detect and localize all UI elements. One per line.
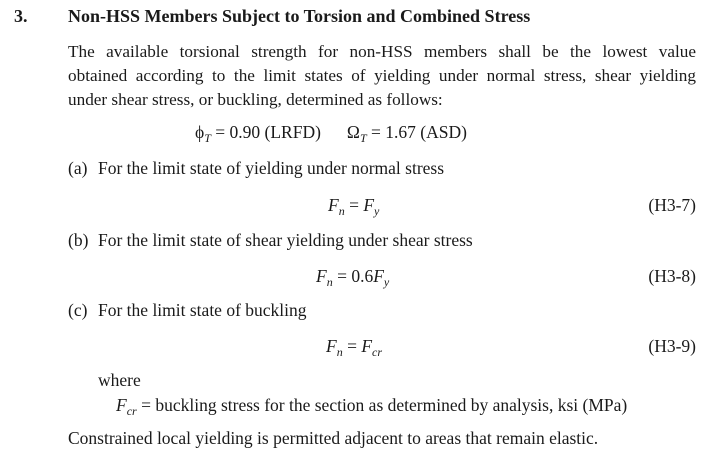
def-symbol-sub: cr — [126, 404, 137, 418]
eq-lhs-sub: n — [338, 204, 345, 218]
eq-lhs-sub: n — [336, 345, 343, 359]
omega-subscript: T — [359, 131, 367, 145]
item-label: (b) — [68, 230, 89, 250]
def-text: = buckling stress for the section as determined by analysis, ksi (MPa) — [136, 395, 628, 415]
where-label: where — [98, 370, 141, 390]
item-text: For the limit state of yielding under normal stress — [98, 158, 445, 178]
equation-number: (H3-7) — [648, 195, 696, 215]
intro-paragraph — [68, 40, 696, 112]
item-label: (c) — [68, 300, 88, 320]
intro-line-1: The available torsional strength for non-HSS members shall be the lowest value — [68, 42, 696, 61]
equation-number: (H3-8) — [648, 266, 696, 286]
eq-equals: = — [344, 195, 364, 215]
limit-state-item-a — [68, 158, 444, 179]
eq-lhs: F — [316, 266, 327, 286]
variable-definition — [116, 395, 627, 416]
item-text: For the limit state of shear yielding under shear stress — [98, 230, 473, 250]
eq-rhs-sub: cr — [372, 345, 383, 359]
closing-sentence: Constrained local yielding is permitted adjacent to areas that remain elastic. — [68, 428, 599, 448]
phi-subscript: T — [204, 131, 211, 145]
limit-state-item-b — [68, 230, 473, 251]
intro-line-3: under shear stress, or buckling, determined as follows: — [68, 90, 443, 109]
omega-value: = 1.67 (ASD) — [366, 122, 467, 142]
resistance-factors — [195, 122, 467, 143]
omega-symbol: Ω — [346, 122, 360, 142]
eq-equals: = — [332, 266, 352, 286]
def-symbol: F — [116, 395, 127, 415]
eq-lhs: F — [326, 336, 337, 356]
equation-h3-8 — [316, 266, 389, 287]
phi-symbol: ϕ — [195, 122, 205, 142]
eq-rhs: F — [361, 336, 373, 356]
item-label: (a) — [68, 158, 88, 178]
eq-rhs-sub: y — [374, 204, 380, 218]
eq-rhs-sub: y — [383, 275, 390, 289]
equation-h3-9 — [326, 336, 382, 357]
intro-line-2: obtained according to the limit states of yielding under normal stress, shear yielding — [68, 66, 696, 85]
eq-lhs-sub: n — [326, 275, 333, 289]
phi-value: = 0.90 (LRFD) — [210, 122, 321, 142]
eq-coef: 0.6 — [351, 266, 374, 286]
item-text: For the limit state of buckling — [98, 300, 307, 320]
eq-equals: = — [342, 336, 362, 356]
eq-rhs: F — [363, 195, 375, 215]
equation-h3-7 — [328, 195, 379, 216]
section-title: Non-HSS Members Subject to Torsion and Combined Stress — [68, 6, 531, 26]
eq-lhs: F — [328, 195, 339, 215]
equation-number: (H3-9) — [648, 336, 696, 356]
eq-rhs: F — [373, 266, 384, 286]
section-number: 3. — [14, 6, 28, 26]
limit-state-item-c — [68, 300, 307, 321]
